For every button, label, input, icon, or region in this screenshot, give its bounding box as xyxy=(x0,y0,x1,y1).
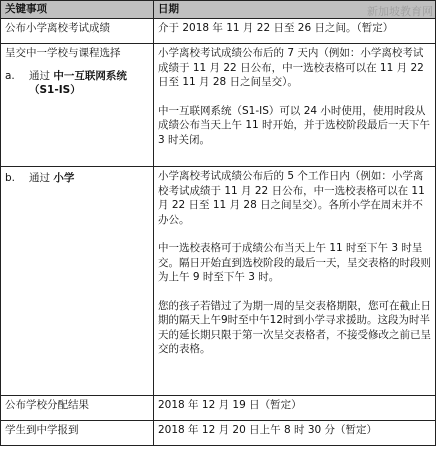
table-row xyxy=(1,44,436,167)
row-item-cell: 学生到中学报到 xyxy=(1,421,154,446)
header-key-item: 关键事项 xyxy=(1,1,154,19)
row-date-cell: 2018 年 12 月 19 日（暂定） xyxy=(154,396,436,421)
sub-item-text xyxy=(29,69,149,98)
date-paragraph: 您的孩子若错过了为期一周的呈交表格期限，您可在截止日期的隔天上午9时至中午12时到小学寻求援助。这段为时半天的延长期只限于第一次呈交表格者，不接受修改之前已呈交的表格。 xyxy=(158,299,431,355)
date-paragraph: 小学离校考试成绩公布后的 5 个工作日内（例如：小学离校考试成绩于 11 月 22 日公布，中一选校表格可以在 11 月 22 日至 11 月 28 日之间呈交）。各所小学在周末并不办公。 xyxy=(158,170,425,226)
sub-item-label: a. xyxy=(5,69,15,82)
sub-item-text xyxy=(29,171,149,186)
sub-item-bold: 小学 xyxy=(53,172,75,184)
sub-item-a xyxy=(5,69,149,98)
row-date-cell: 2018 年 12 月 20 日上午 8 时 30 分（暂定） xyxy=(154,421,436,446)
row-date-cell xyxy=(154,44,436,167)
row-item-title: 呈交中一学校与课程选择 xyxy=(5,47,121,59)
header-date: 日期 xyxy=(154,1,436,19)
row-item-cell: 公布学校分配结果 xyxy=(1,396,154,421)
table-row xyxy=(1,396,436,421)
date-paragraph: 小学离校考试成绩公布后的 7 天内（例如：小学离校考试成绩于 11 月 22 日公布，中一选校表格可以在 11 月 22 日至 11 月 28 日之间呈交）。 xyxy=(158,47,424,88)
sub-item-prefix: 通过 xyxy=(29,172,50,184)
row-item-cell xyxy=(1,167,154,396)
sub-item-prefix: 通过 xyxy=(29,69,50,82)
sub-item-label: b. xyxy=(5,172,16,184)
sub-item-b xyxy=(5,171,149,186)
row-item-cell xyxy=(1,44,154,167)
row-date-cell: 介于 2018 年 11 月 22 日至 26 日之间。（暂定） xyxy=(154,19,436,44)
date-paragraph: 中一互联网系统（S1-IS）可以 24 小时使用，使用时段从成绩公布当天上午 11 时开始，并于选校阶段最后一天下午 3 时关闭。 xyxy=(158,104,431,146)
sub-item-bold: 中一互联网系统（S1-IS） xyxy=(29,69,127,96)
date-paragraph: 中一选校表格可于成绩公布当天上午 11 时至下午 3 时呈交。隔日开始直到选校阶段的最后一天，呈交表格的时段则为上午 9 时至下午 3 时。 xyxy=(158,242,431,283)
row-item-cell: 公布小学离校考试成绩 xyxy=(1,19,154,44)
watermark: 新加坡教育网 xyxy=(367,5,433,18)
table-row xyxy=(1,421,436,446)
table-row xyxy=(1,19,436,44)
row-date-cell xyxy=(154,167,436,396)
table-row xyxy=(1,167,436,396)
